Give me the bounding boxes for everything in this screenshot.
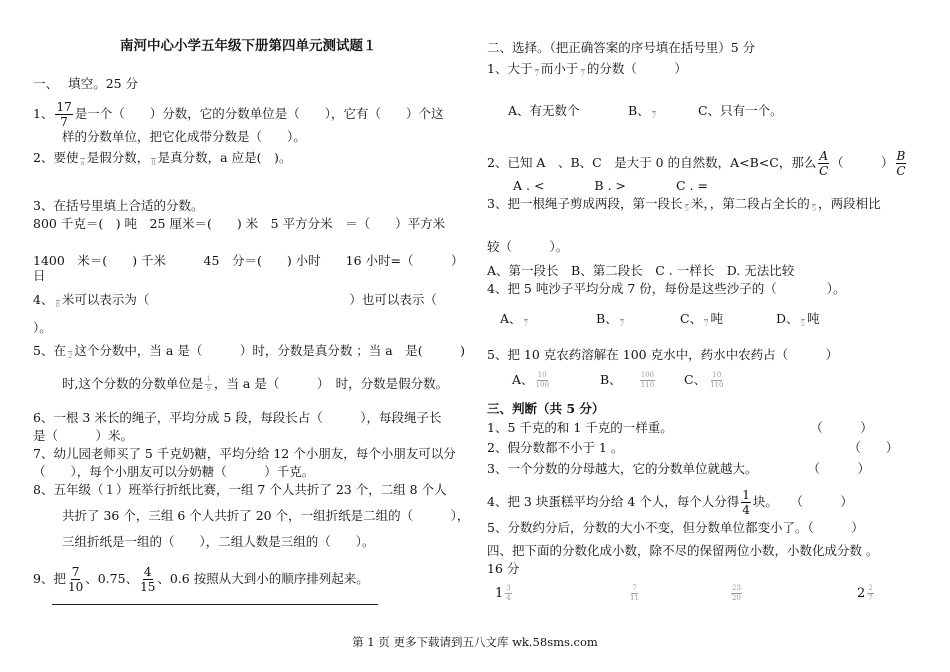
question-6-cont: 是（ ）米。 <box>33 428 134 443</box>
fraction: $\frac{17}{7}$ <box>56 100 72 129</box>
question-3-row-2: 1400 米＝( ) 千米 45 分＝( ) 小时 16 小时=（ ） <box>33 253 464 268</box>
question-7-cont: （ ），每个小朋友可以分奶糖（ ）千克。 <box>33 464 315 479</box>
choice-3-cont: 较（ ）。 <box>487 239 569 254</box>
convert-item-4: 2 $\frac{2}{7}$ <box>857 584 873 602</box>
answer-line <box>52 604 378 605</box>
convert-item-3: $\frac{23}{20}$ <box>732 584 741 602</box>
choice-1-option-b: B、 7 <box>628 103 657 120</box>
question-4: 4、 8 米可以表示为（ ）也可以表示（ <box>33 292 437 309</box>
choice-5: 5、把 10 克农药溶解在 100 克水中，药水中农药占（ ） <box>487 347 839 362</box>
section-choice-heading: 二、选择。（把正确答案的序号填在括号里）5 分 <box>487 40 756 55</box>
choice-4: 4、把 5 吨沙子平均分成 7 份，每份是这些沙子的（ ）。 <box>487 281 846 296</box>
choice-3: 3、把一根绳子剪成两段，第一段长 5 米，，第二段占全长的 5 ，两段相比 <box>487 196 881 213</box>
convert-item-2: $\frac{7}{11}$ <box>630 584 639 602</box>
choice-4-option-c: C、 7 吨 <box>680 311 724 328</box>
choice-3-options: A、第一段长 B、第二段长 C . 一样长 D. 无法比较 <box>487 263 795 278</box>
judge-4: 4、把 3 块蛋糕平均分给 4 个人，每个人分得 $\frac{1}{4}$ 块。 （ ） <box>487 488 853 517</box>
choice-5-option-c: C、 $\frac{10}{110}$ <box>684 371 724 389</box>
choice-4-option-d: D、 5 吨 <box>776 311 820 328</box>
judge-1: 1、5 千克的和 1 千克的一样重。 （ ） <box>487 420 873 435</box>
page-title: 南河中心小学五年级下册第四单元测试题１ <box>120 38 377 54</box>
section-fill-blank-heading: 一、 填空。25 分 <box>33 76 139 91</box>
question-6: 6、一根 3 米长的绳子，平均分成 5 段，每段长占（ ），每段绳子长 <box>33 410 442 425</box>
page-footer: 第 1 页 更多下载请到五八文库 wk.58sms.com <box>352 635 598 649</box>
judge-5: 5、分数约分后，分数的大小不变，但分数单位都变小了。（ ） <box>487 520 864 535</box>
question-3-row-1: 800 千克＝( ) 吨 25 厘米＝( ) 米 5 平方分米 ＝（ ）平方米 <box>33 216 446 231</box>
question-1: 1、 $\frac{17}{7}$ 是一个（ ）分数，它的分数单位是（ ），它有（ ）个这 <box>33 100 444 129</box>
judge-2: 2、假分数都不小于 1 。 （ ） <box>487 440 899 455</box>
question-4-cont: ）。 <box>33 320 52 335</box>
question-8-cont-2: 三组折纸是一组的（ ），二组人数是三组的（ ）。 <box>62 534 375 549</box>
choice-5-option-b: B、 $\frac{100}{110}$ <box>600 371 655 389</box>
choice-1-option-c: C、只有一个。 <box>698 103 783 118</box>
judge-3: 3、一个分数的分母越大，它的分数单位就越大。 （ ） <box>487 461 870 476</box>
question-7: 7、幼儿园老师买了 5 千克奶糖，平均分给 12 个小朋友，每个小朋友可以分 <box>33 446 456 461</box>
question-1-cont: 样的分数单位，把它化成带分数是（ ）。 <box>62 129 306 144</box>
section-convert-heading: 四、把下面的分数化成小数，除不尽的保留两位小数，小数化成分数 。 <box>487 543 879 558</box>
section-convert-points: 16 分 <box>487 561 520 576</box>
section-judge-heading: 三、判断（共 5 分） <box>487 401 605 416</box>
question-3-title: 3、在括号里填上合适的分数。 <box>33 198 204 213</box>
question-8-cont-1: 共折了 36 个，三组 6 个人共折了 20 个，一组折纸是二组的（ ）， <box>62 508 470 523</box>
question-3-row-3: 日 <box>33 268 46 283</box>
question-2: 2、要使 a 是假分数， 8 是真分数，a 应是( )。 <box>33 150 292 167</box>
choice-1-option-a: A、有无数个 <box>508 103 580 118</box>
question-9: 9、把 $\frac{7}{10}$ 、0.75、 $\frac{4}{15}$ 、0.6 按照从大到小的顺序排列起来。 <box>33 565 369 594</box>
choice-2: 2、已知 A 、B、C 是大于 0 的自然数，A<B<C，那么 $\frac{A}{C}$ （ ） $\frac{B}{C}$ <box>487 149 906 178</box>
question-5: 5、在 2 这个分数中，当 a 是（ ）时，分数是真分数 ；当 a 是( ) <box>33 343 465 360</box>
question-5-cont: 时,这个分数的分数单位是 $\frac{1}{9}$ ，当 a 是（ ） 时，分数是假分数。 <box>62 375 449 393</box>
choice-4-option-a: A、 7 <box>500 311 528 328</box>
choice-4-option-b: B、 7 <box>596 311 625 328</box>
choice-1: 1、大于 7 而小于 7 的分数（ ） <box>487 61 687 78</box>
question-8: 8、五年级（１）班举行折纸比赛，一组 7 个人共折了 23 个，二组 8 个人 <box>33 482 447 497</box>
choice-5-option-a: A、 $\frac{10}{100}$ <box>512 371 549 389</box>
choice-2-options: A . < B . > C . = <box>513 178 708 193</box>
convert-item-1: 1 $\frac{3}{4}$ <box>495 584 511 602</box>
